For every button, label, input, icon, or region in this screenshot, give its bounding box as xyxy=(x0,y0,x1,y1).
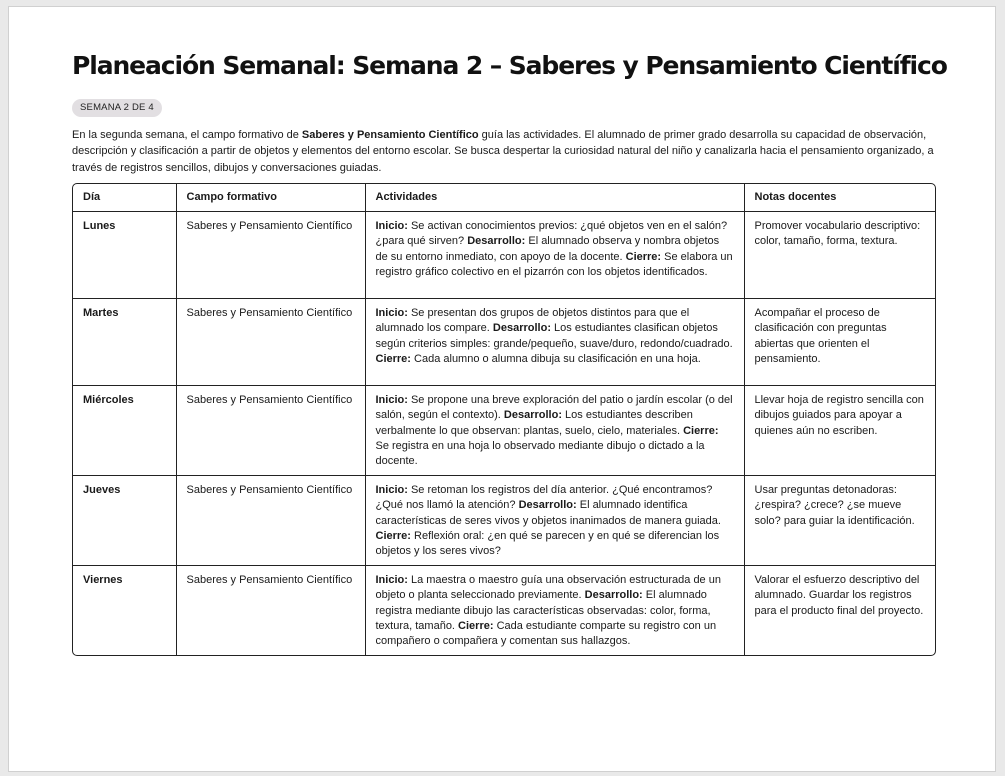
row-field: Saberes y Pensamiento Científico xyxy=(176,386,365,476)
header-notes: Notas docentes xyxy=(744,184,935,212)
row-day: Martes xyxy=(73,299,176,386)
inicio-label: Inicio: xyxy=(375,574,408,587)
row-notes: Llevar hoja de registro sencilla con dibujos guiados para apoyar a quienes aún no escriben. xyxy=(744,386,935,476)
desarrollo-text: El alumnado observa y nombra objetos de su entorno inmediato, con apoyo de la docente. xyxy=(375,235,720,263)
header-day: Día xyxy=(73,184,176,212)
desarrollo-text: El alumnado registra mediante dibujo las características observadas: color, forma, textura, tamaño. xyxy=(375,589,711,632)
cierre-text: Se elabora un registro gráfico colectivo en el pizarrón con los objetos identificados. xyxy=(375,250,733,278)
cierre-text: Cada alumno o alumna dibuja su clasificación en una hoja. xyxy=(410,352,701,365)
row-notes: Usar preguntas detonadoras: ¿respira? ¿crece? ¿se mueve solo? para guiar la identificación. xyxy=(744,476,935,566)
header-field: Campo formativo xyxy=(176,184,365,212)
desarrollo-label: Desarrollo: xyxy=(503,409,562,422)
cierre-text: Cada estudiante comparte su registro con un compañero o compañera y comentan sus hallazgos. xyxy=(375,619,717,647)
row-field: Saberes y Pensamiento Científico xyxy=(176,476,365,566)
table-row xyxy=(73,386,935,476)
inicio-text: Se presentan dos grupos de objetos distintos para que el alumnado los compare. xyxy=(375,307,690,335)
week-badge: SEMANA 2 DE 4 xyxy=(72,99,162,117)
intro-paragraph xyxy=(72,127,936,176)
document-content xyxy=(72,49,947,656)
row-activities xyxy=(365,299,744,386)
row-notes: Promover vocabulario descriptivo: color, tamaño, forma, textura. xyxy=(744,212,935,299)
inicio-label: Inicio: xyxy=(375,394,408,407)
desarrollo-text: El alumnado identifica características de seres vivos y objetos inanimados de manera guiada. xyxy=(375,499,721,527)
intro-text-end: guía las actividades. El alumnado de primer grado desarrolla su capacidad de observación, descripción y clasificación a partir de objetos y elementos del entorno escolar. Se busca despertar la curiosidad natural del niño y canalizarla hacia el pensamiento organizado, a través de registros sencillos, dibujos y conversaciones guiadas. xyxy=(72,129,934,174)
desarrollo-text: Los estudiantes clasifican objetos según criterios simples: grande/pequeño, suave/duro, redondo/cuadrado. xyxy=(375,322,733,350)
desarrollo-label: Desarrollo: xyxy=(492,322,551,335)
cierre-text: Reflexión oral: ¿en qué se parecen y en qué se diferencian los objetos y los seres vivos? xyxy=(375,529,720,557)
row-activities xyxy=(365,566,744,656)
intro-text-start: En la segunda semana, el campo formativo de xyxy=(72,129,302,141)
document-page xyxy=(8,6,996,772)
row-notes: Valorar el esfuerzo descriptivo del alumnado. Guardar los registros para el producto final del proyecto. xyxy=(754,574,924,617)
inicio-label: Inicio: xyxy=(375,307,408,320)
weekly-plan-table xyxy=(72,183,936,656)
table-row xyxy=(73,566,935,656)
row-day: Jueves xyxy=(73,476,176,566)
badge-row xyxy=(72,83,936,117)
row-field: Saberes y Pensamiento Científico xyxy=(176,566,365,656)
desarrollo-label: Desarrollo: xyxy=(467,235,526,248)
row-day: Miércoles xyxy=(73,386,176,476)
cierre-text: Se registra en una hoja lo observado mediante dibujo o dictado a la docente. xyxy=(375,439,705,467)
row-activities xyxy=(365,476,744,566)
cierre-label: Cierre: xyxy=(458,619,494,632)
table-header-row xyxy=(73,184,935,212)
table-row xyxy=(73,476,935,566)
row-field: Saberes y Pensamiento Científico xyxy=(176,299,365,386)
cierre-label: Cierre: xyxy=(683,424,719,437)
desarrollo-label: Desarrollo: xyxy=(518,499,577,512)
cierre-label: Cierre: xyxy=(625,250,662,263)
row-activities xyxy=(365,212,744,299)
row-field: Saberes y Pensamiento Científico xyxy=(176,212,365,299)
inicio-label: Inicio: xyxy=(375,220,408,233)
inicio-label: Inicio: xyxy=(375,484,408,497)
table-row xyxy=(73,299,935,386)
table-row xyxy=(73,212,935,299)
inicio-text: Se activan conocimientos previos: ¿qué objetos ven en el salón? ¿para qué sirven? xyxy=(375,220,728,248)
header-activities: Actividades xyxy=(365,184,744,212)
row-notes: Acompañar el proceso de clasificación con preguntas abiertas que orienten el pensamiento. xyxy=(744,299,935,386)
row-day: Viernes xyxy=(73,566,176,656)
row-day: Lunes xyxy=(73,212,176,299)
inicio-text: La maestra o maestro guía una observación estructurada de un objeto o planta seleccionado previamente. xyxy=(375,574,721,602)
row-activities xyxy=(365,386,744,476)
page-title: Planeación Semanal: Semana 2 – Saberes y Pensamiento Científico xyxy=(72,51,947,80)
intro-bold-field: Saberes y Pensamiento Científico xyxy=(301,129,479,141)
cierre-label: Cierre: xyxy=(375,352,411,365)
inicio-text: Se propone una breve exploración del patio o jardín escolar (o del salón, según el contexto). xyxy=(375,394,733,422)
inicio-text: Se retoman los registros del día anterior. ¿Qué encontramos? ¿Qué nos llamó la atención? xyxy=(375,484,713,512)
cierre-label: Cierre: xyxy=(375,529,411,542)
desarrollo-text: Los estudiantes describen verbalmente lo que observan: plantas, suelo, cielo, materiales. xyxy=(375,409,693,437)
desarrollo-label: Desarrollo: xyxy=(584,589,643,602)
